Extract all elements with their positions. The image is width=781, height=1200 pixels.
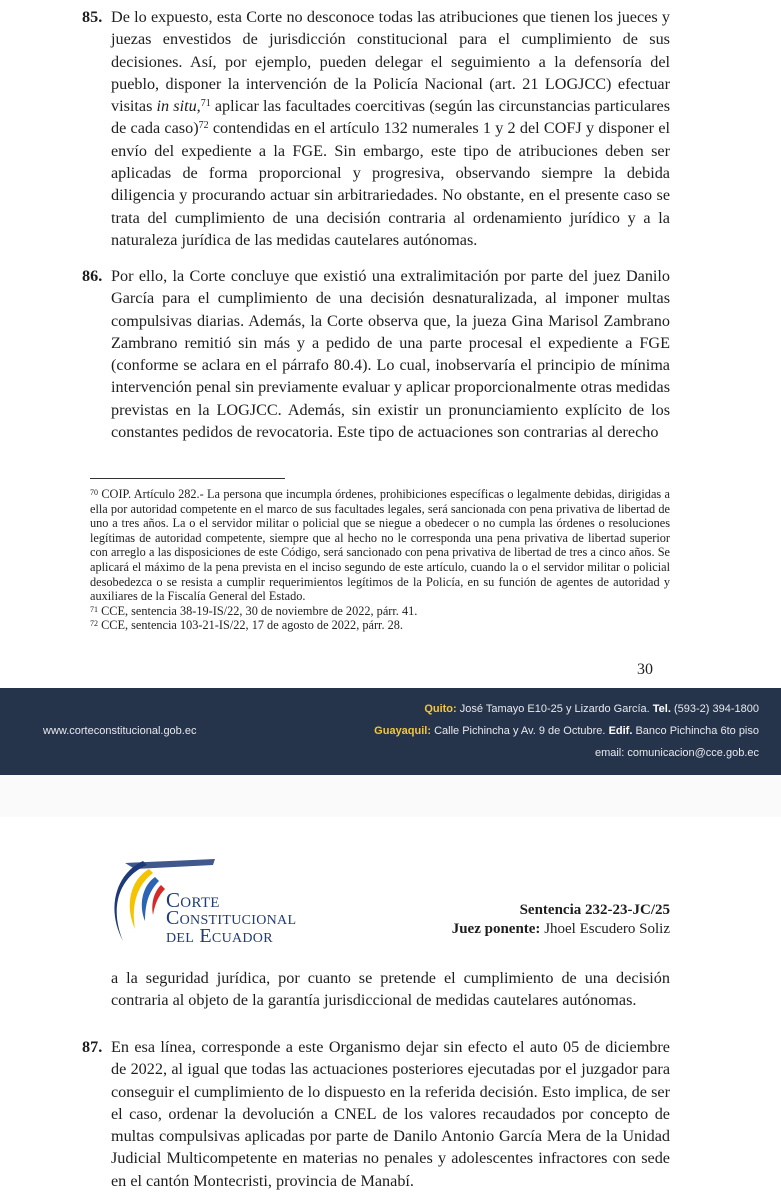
footnote-70: $^{70}$ COIP. Artículo 282.- La persona que incumpla órdenes, prohibiciones específicas o legalmente debidas, dirigidas a ella por autoridad competente en el marco de sus facultades legales, será sancionada con pena privativa de libertad de uno a tres años. La o el servidor militar o policial que se niegue a obedecer o no cumpla las órdenes o resoluciones legítimas de autoridad competente, siempre que al hecho no le corresponda una pena privativa de libertad superior con arreglo a las disposiciones de este Código, será sancionado con pena privativa de libertad de tres a cinco años. Se aplicará el máximo de la pena prevista en el inciso segundo de este artículo, cuando la o el servidor militar o policial desobedezca o se resista a cumplir requerimientos legítimos de la Policía, en su función de agentes de autoridad y auxiliares de la Fiscalía General del Estado. (90, 487, 670, 604)
sentencia-number: Sentencia 232-23-JC/25 (519, 902, 670, 918)
paragraph-number: 87. (82, 1038, 103, 1056)
paragraph-number: 86. (82, 267, 103, 285)
page-gap (0, 775, 781, 817)
institution-name: Corte Constitucional del Ecuador (166, 888, 297, 947)
website-link[interactable]: www.corteconstitucional.gob.ec (43, 725, 197, 737)
guayaquil-address: Guayaquil: Calle Pichincha y Av. 9 de Octubre. Edif. Banco Pichincha 6to piso (374, 725, 759, 737)
quito-address: Quito: José Tamayo E10-25 y Lizardo García. Tel. (593-2) 394-1800 (424, 703, 759, 715)
case-header (452, 901, 670, 939)
paragraph-continuation (82, 967, 670, 1012)
paragraph-text: De lo expuesto, esta Corte no desconoce todas las atribuciones que tienen los jueces y juezas envestidos de jurisdicción constitucional para el cumplimiento de sus decisiones. Así, por ejemplo, pueden delegar el seguimiento a la defensoría del pueblo, disponer la intervención de la Policía Nacional (art. 21 LOGJCC) efectuar visitas in situ,$^{71}$ aplicar las facultades coercitivas (según las circunstancias particulares de cada caso)$^{72}$ contendidas en el artículo 132 numerales 1 y 2 del COFJ y disponer el envío del expediente a la FGE. Sin embargo, este tipo de atribuciones deben ser aplicadas de forma proporcional y progresiva, observando siempre la debida diligencia y procurando actuar sin arbitrariedades. No obstante, en el presente caso se trata del cumplimiento de una decisión contraria al ordenamiento jurídico y a la naturaleza jurídica de las medidas cautelares autónomas. (111, 8, 671, 249)
paragraph-text: En esa línea, corresponde a este Organismo dejar sin efecto el auto 05 de diciembre de 2022, al igual que todas las actuaciones posteriores ejecutadas por el juzgador para conseguir el cumplimiento de lo dispuesto en la referida decisión. Esto implica, de ser el caso, ordenar la devolución a CNEL de los valores recaudados por concepto de multas compulsivas aplicadas por parte de Danilo Antonio García Mera de la Unidad Judicial Multicompetente en materias no penales y adolescentes infractores con sede en el cantón Montecristi, provincia de Manabí. (111, 1038, 670, 1190)
email-link[interactable]: email: comunicacion@cce.gob.ec (594, 747, 759, 759)
paragraph-number: 85. (82, 8, 103, 26)
paragraph-85 (82, 6, 670, 251)
page-number: 30 (637, 661, 653, 678)
paragraph-text: a la seguridad jurídica, por cuanto se pretende el cumplimiento de una decisión contraria al objeto de la garantía jurisdiccional de medidas cautelares autónomas. (111, 969, 670, 1010)
footnote-ref-72[interactable]: 72 (198, 120, 209, 132)
judge-line: Juez ponente: Jhoel Escudero Soliz (451, 921, 670, 937)
footnote-ref-71[interactable]: 71 (200, 98, 211, 110)
footnote-71: $^{71}$ CCE, sentencia 38-19-IS/22, 30 de noviembre de 2022, párr. 41. (90, 603, 418, 618)
footnotes (90, 487, 670, 633)
paragraph-text: Por ello, la Corte concluye que existió una extralimitación por parte del juez Danilo García para el cumplimiento de una decisión desnaturalizada, al imponer multas compulsivas diarias. Además, la Corte observa que, la jueza Gina Marisol Zambrano Zambrano remitió sin más y a pedido de una parte procesal el expediente a FGE (conforme se aclara en el párrafo 80.4). Lo cual, inobservaría el principio de mínima intervención penal sin previamente evaluar y aplicar proporcionalmente otras medidas previstas en la LOGJCC. Además, sin existir un pronunciamiento explícito de los constantes pedidos de revocatoria. Este tipo de actuaciones son contrarias al derecho (111, 267, 670, 442)
paragraph-87 (82, 1036, 670, 1192)
page-footer (0, 688, 781, 775)
paragraph-86 (82, 265, 670, 443)
footnote-72: $^{72}$ CCE, sentencia 103-21-IS/22, 17 de agosto de 2022, párr. 28. (90, 618, 403, 633)
footnote-divider (90, 478, 285, 479)
